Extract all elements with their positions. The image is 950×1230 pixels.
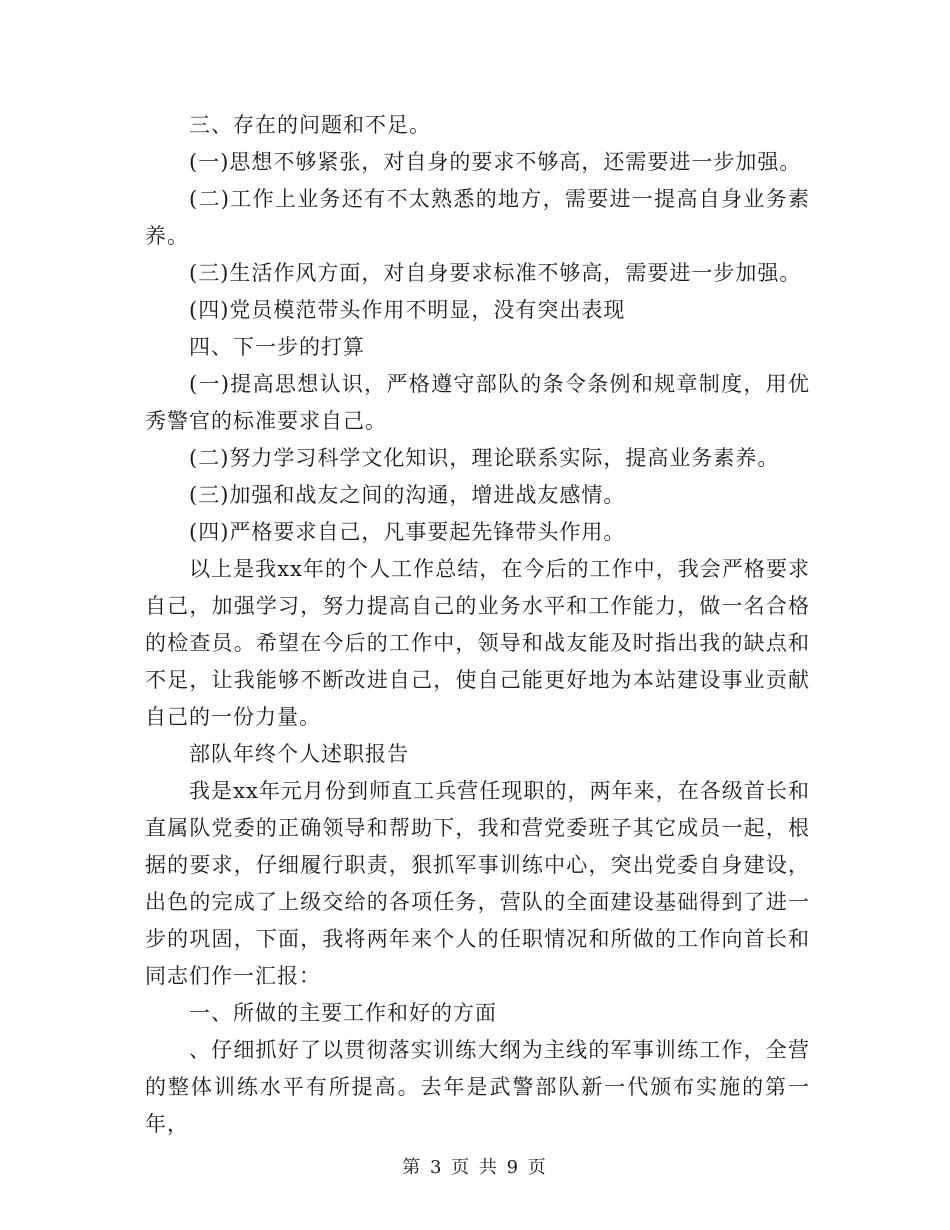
list-item: (四)党员模范带头作用不明显，没有突出表现 — [189, 298, 626, 322]
document-body — [145, 107, 810, 1143]
list-item: (一)思想不够紧张，对自身的要求不够高，还需要进一步加强。 — [189, 150, 802, 174]
section-heading-next-steps: 四、下一步的打算 — [189, 335, 365, 359]
body-paragraph: 、仔细抓好了以贯彻落实训练大纲为主线的军事训练工作，全营的整体训练水平有所提高。去年是武警部队新一代颁布实施的第一年， — [145, 1038, 810, 1136]
list-item: (二)工作上业务还有不太熟悉的地方，需要进一提高自身业务素养。 — [145, 187, 810, 248]
summary-paragraph: 以上是我xx年的个人工作总结，在今后的工作中，我会严格要求自己，加强学习，努力提高自己的业务水平和工作能力，做一名合格的检查员。希望在今后的工作中，领导和战友能及时指出我的缺点和不足，让我能够不断改进自己，使自己能更好地为本站建设事业贡献自己的一份力量。 — [145, 557, 810, 729]
report-title: 部队年终个人述职报告 — [189, 742, 409, 766]
list-item: (三)加强和战友之间的沟通，增进战友感情。 — [189, 483, 626, 507]
list-item: (二)努力学习科学文化知识，理论联系实际，提高业务素养。 — [189, 446, 780, 470]
intro-paragraph: 我是xx年元月份到师直工兵营任现职的，两年来，在各级首长和直属队党委的正确领导和帮助下，我和营党委班子其它成员一起，根据的要求，仔细履行职责，狠抓军事训练中心，突出党委自身建设，出色的完成了上级交给的各项任务，营队的全面建设基础得到了进一步的巩固，下面，我将两年来个人的任职情况和所做的工作向首长和同志们作一汇报： — [145, 779, 810, 988]
section-heading-main-work: 一、所做的主要工作和好的方面 — [189, 1001, 497, 1025]
list-item: (一)提高思想认识，严格遵守部队的条令条例和规章制度，用优秀警官的标准要求自己。 — [145, 372, 810, 433]
list-item: (三)生活作风方面，对自身要求标准不够高，需要进一步加强。 — [189, 261, 802, 285]
page-footer: 第 3 页 共 9 页 — [402, 1157, 548, 1178]
section-heading-problems: 三、存在的问题和不足。 — [189, 113, 431, 137]
list-item: (四)严格要求自己，凡事要起先锋带头作用。 — [189, 520, 626, 544]
